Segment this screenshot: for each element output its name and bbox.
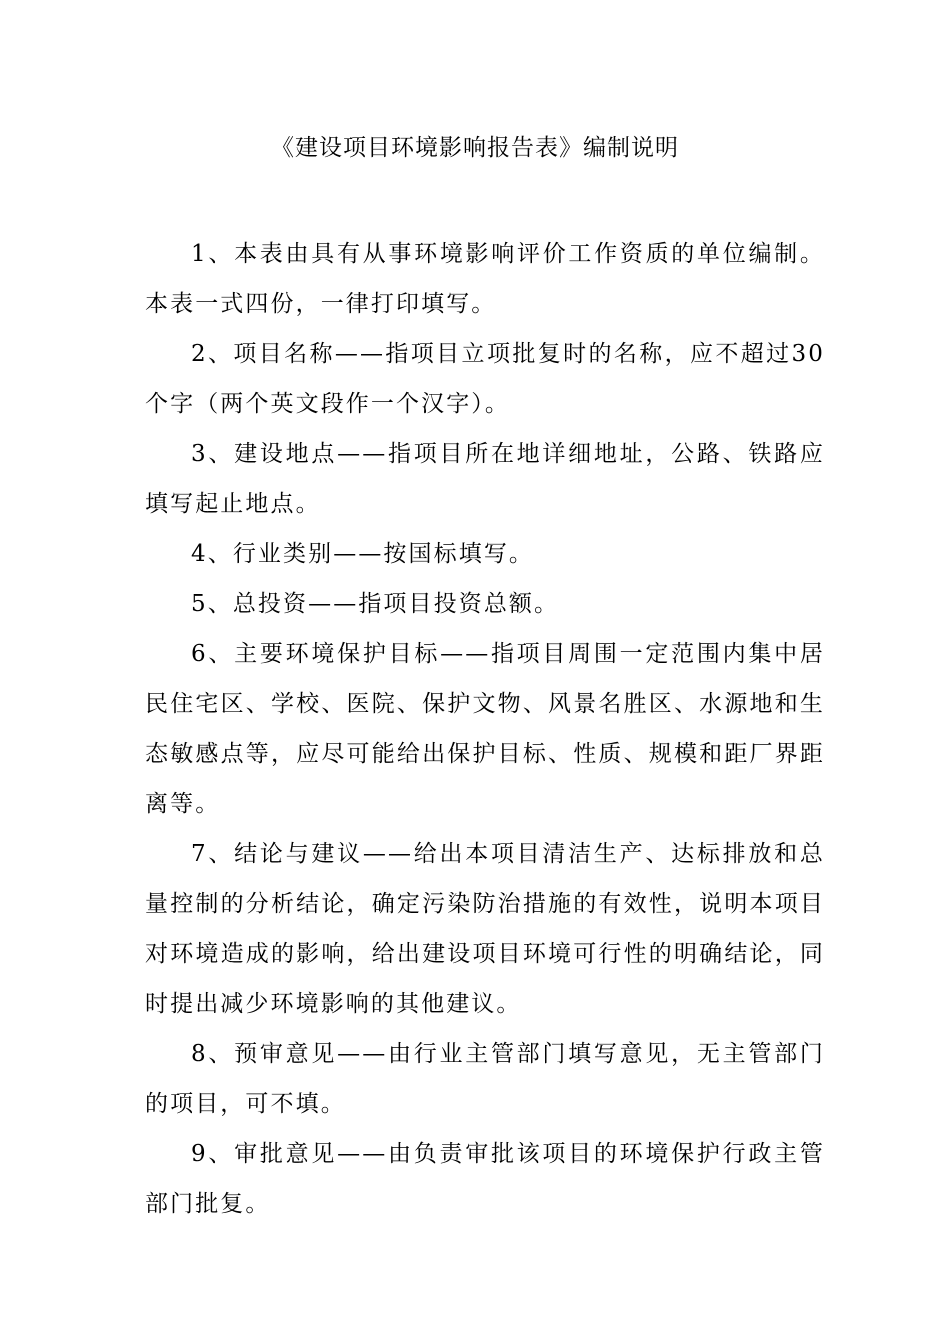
- document-title: 《建设项目环境影响报告表》编制说明: [271, 135, 679, 161]
- paragraph-9: 9、审批意见——由负责审批该项目的环境保护行政主管部门批复。: [145, 1141, 825, 1217]
- paragraph-6: 6、主要环境保护目标——指项目周围一定范围内集中居民住宅区、学校、医院、保护文物、风景名胜区、水源地和生态敏感点等，应尽可能给出保护目标、性质、规模和距厂界距离等。: [145, 641, 825, 817]
- paragraph-3: 3、建设地点——指项目所在地详细地址，公路、铁路应填写起止地点。: [145, 441, 825, 517]
- document-body: [145, 229, 825, 1229]
- paragraph-1: 1、本表由具有从事环境影响评价工作资质的单位编制。本表一式四份，一律打印填写。: [145, 241, 825, 317]
- paragraph-7: 7、结论与建议——给出本项目清洁生产、达标排放和总量控制的分析结论，确定污染防治措施的有效性，说明本项目对环境造成的影响，给出建设项目环境可行性的明确结论，同时提出减少环境影响的其他建议。: [145, 841, 825, 1017]
- paragraph-4: 4、行业类别——按国标填写。: [191, 541, 535, 567]
- paragraph-5: 5、总投资——指项目投资总额。: [191, 591, 560, 617]
- paragraph-2: 2、项目名称——指项目立项批复时的名称，应不超过30个字（两个英文段作一个汉字）。: [145, 341, 825, 417]
- paragraph-8: 8、预审意见——由行业主管部门填写意见，无主管部门的项目，可不填。: [145, 1041, 825, 1117]
